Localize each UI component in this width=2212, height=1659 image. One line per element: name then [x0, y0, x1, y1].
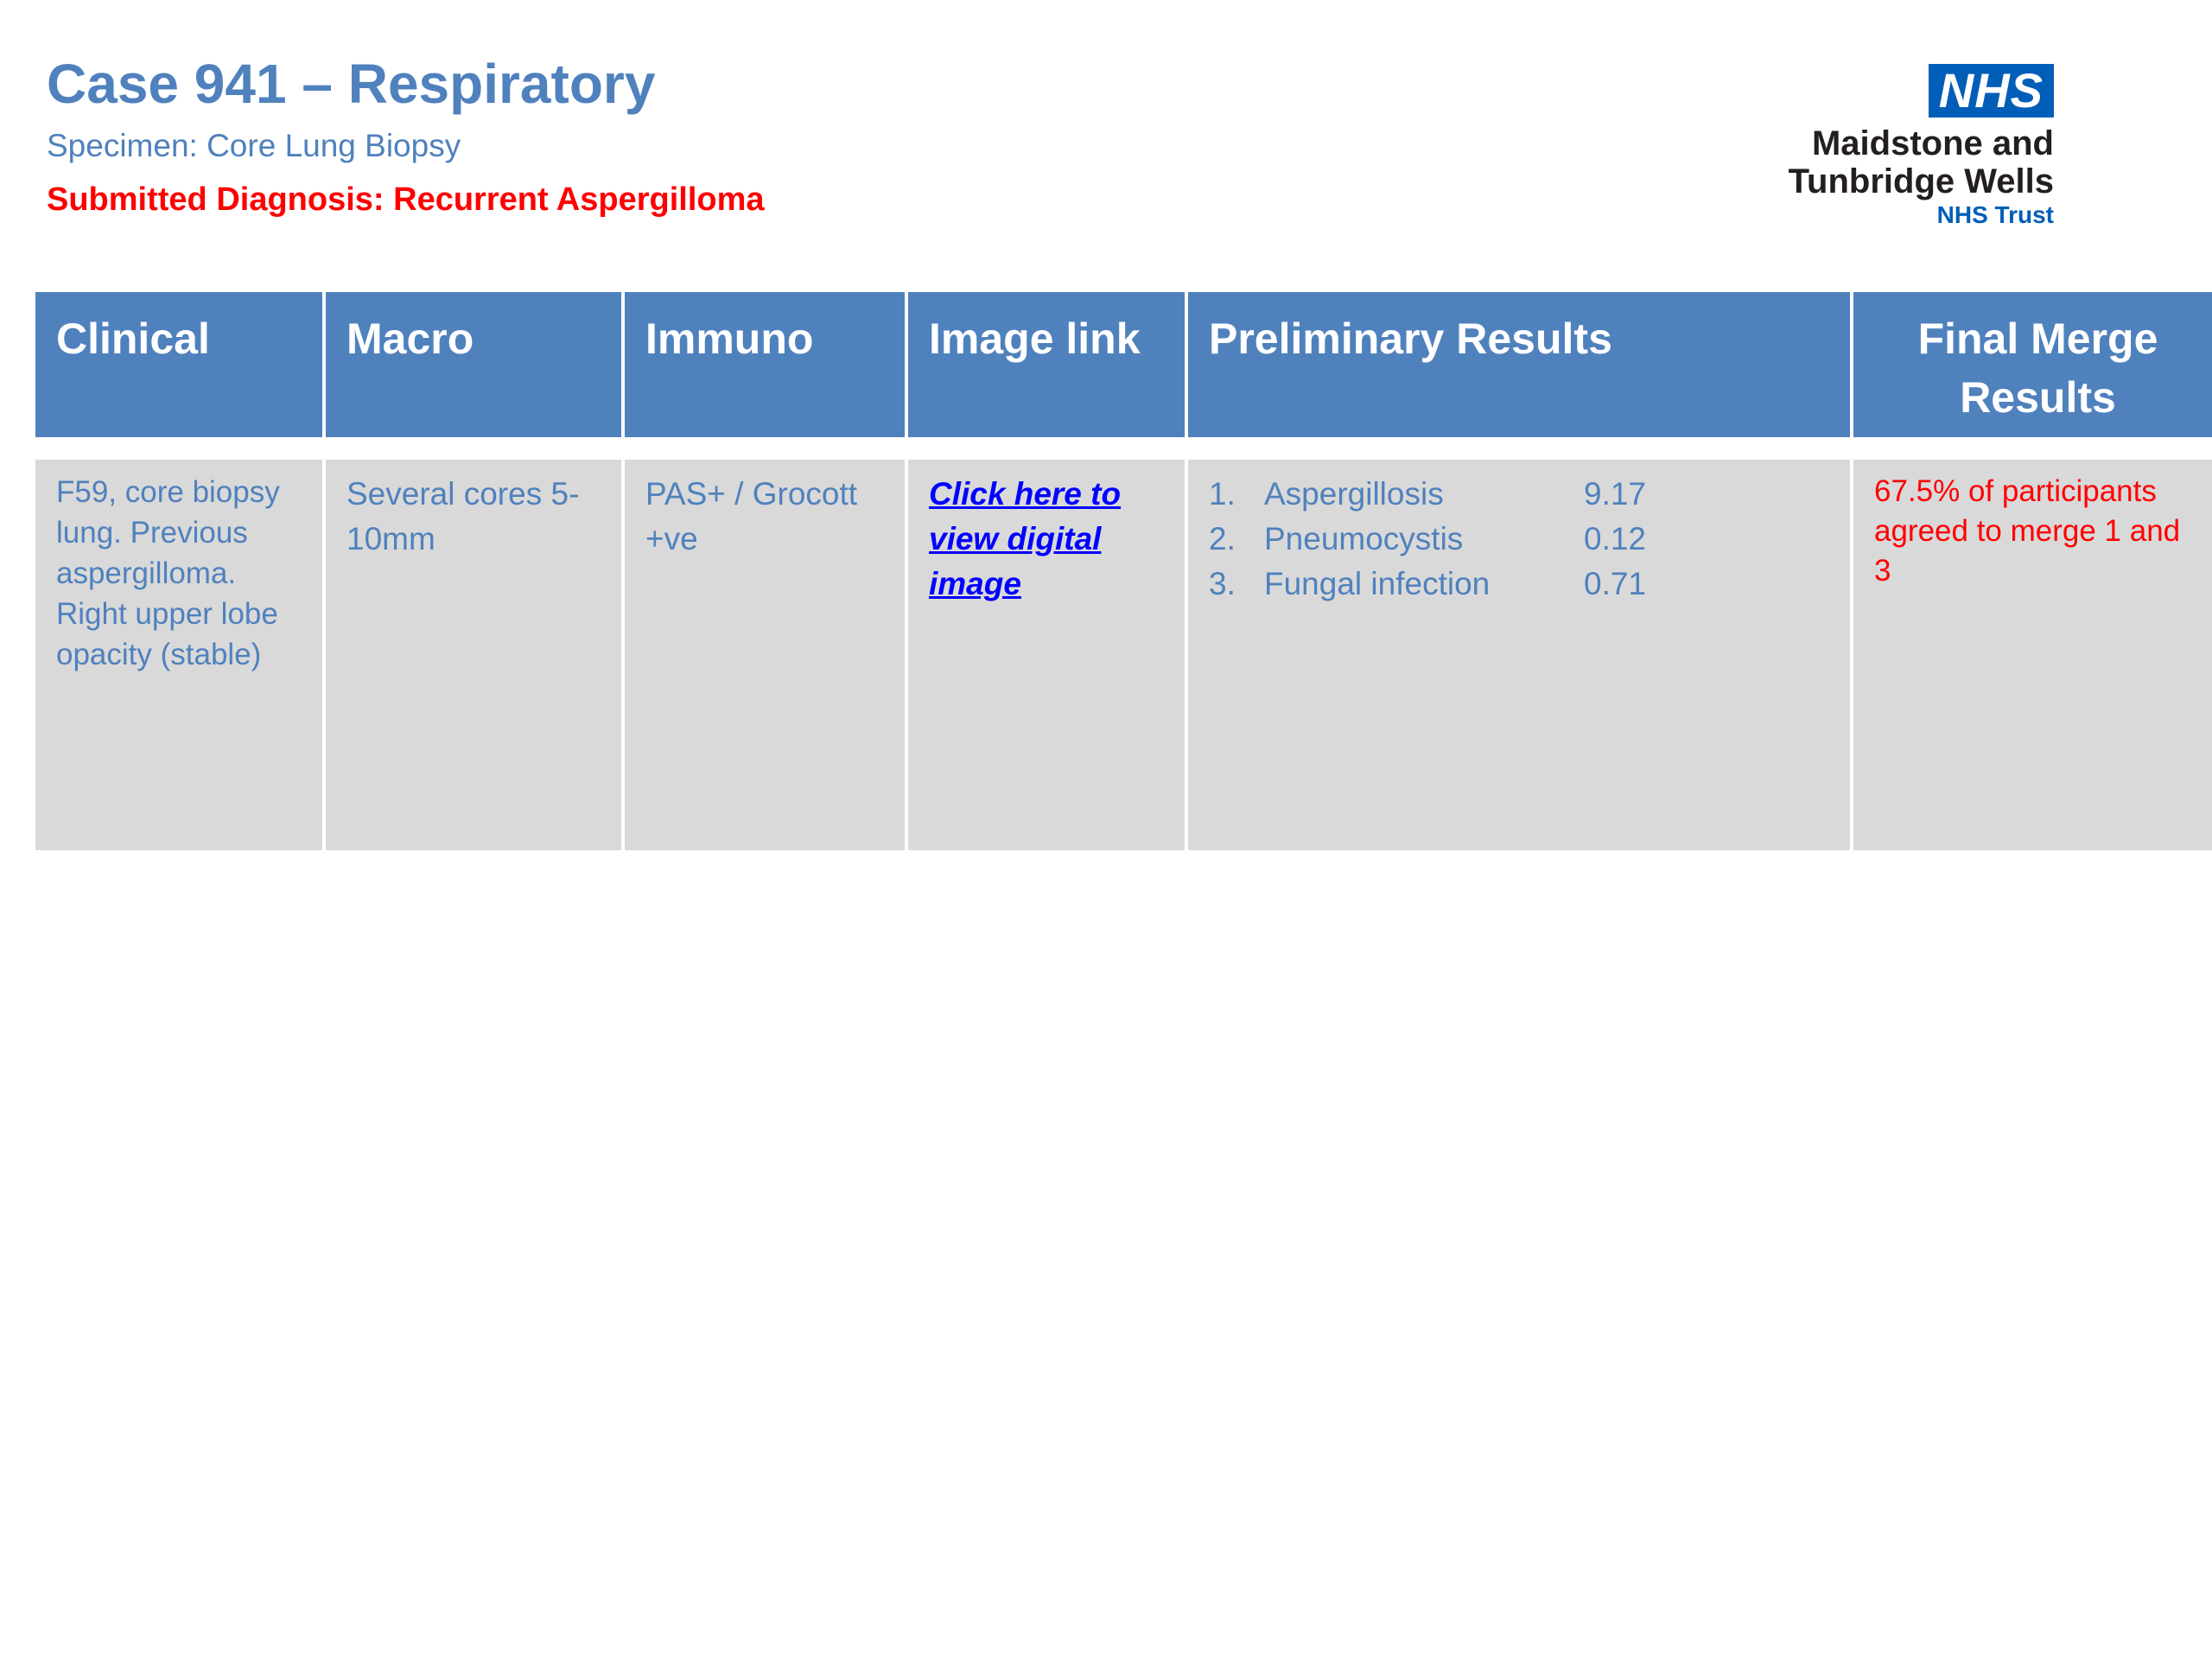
preliminary-results-list [1209, 472, 1829, 607]
logo-line-1: Maidstone and [1811, 124, 2054, 162]
cell-preliminary-results [1188, 460, 1850, 850]
result-score: 9.17 [1584, 476, 1647, 512]
logo-line-2: Tunbridge Wells [1788, 162, 2054, 200]
header-image-link: Image link [908, 292, 1185, 437]
result-score: 0.12 [1584, 521, 1647, 556]
logo-trust: NHS Trust [1936, 201, 2054, 228]
result-name: Fungal infection [1264, 566, 1491, 601]
nhs-trust-logo [1789, 64, 2054, 230]
submitted-diagnosis: Submitted Diagnosis: Recurrent Aspergilloma [47, 181, 765, 218]
cell-immuno: PAS+ / Grocott +ve [625, 460, 905, 850]
case-title: Case 941 – Respiratory [47, 53, 656, 115]
list-item [1209, 472, 1829, 517]
nhs-badge-logo: NHS [1929, 64, 2054, 118]
result-number: 2. [1209, 521, 1236, 556]
table-header-row [35, 292, 2212, 437]
cell-macro: Several cores 5-10mm [326, 460, 621, 850]
result-score: 0.71 [1584, 566, 1647, 601]
result-name: Aspergillosis [1264, 476, 1444, 512]
table-row [35, 460, 2212, 850]
header-macro: Macro [326, 292, 621, 437]
list-item [1209, 562, 1829, 607]
result-number: 1. [1209, 476, 1236, 512]
cell-final-merge-results: 67.5% of participants agreed to merge 1 and 3 [1853, 460, 2212, 850]
table-spacer [35, 437, 2212, 460]
header-clinical: Clinical [35, 292, 322, 437]
cell-clinical: F59, core biopsy lung. Previous aspergilloma. Right upper lobe opacity (stable) [35, 460, 322, 850]
list-item [1209, 517, 1829, 562]
result-number: 3. [1209, 566, 1236, 601]
view-digital-image-link[interactable]: Click here to view digital image [929, 476, 1122, 601]
header-preliminary-results: Preliminary Results [1188, 292, 1850, 437]
cell-image-link [908, 460, 1185, 850]
result-name: Pneumocystis [1264, 521, 1464, 556]
header-immuno: Immuno [625, 292, 905, 437]
header-final-merge-results: Final Merge Results [1853, 292, 2212, 437]
case-table [32, 292, 2212, 850]
specimen-label: Specimen: Core Lung Biopsy [47, 128, 461, 163]
